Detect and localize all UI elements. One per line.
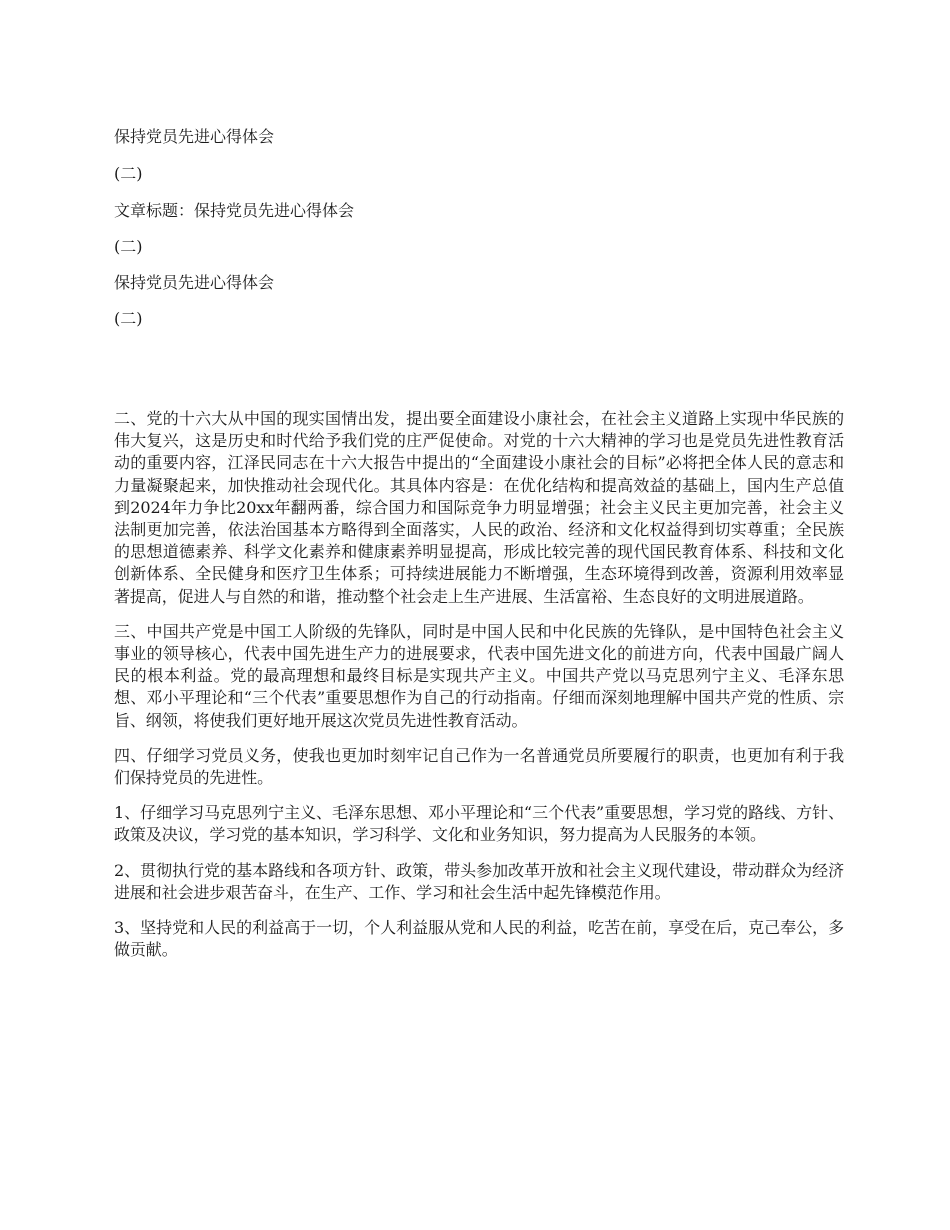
header-part-number: (二) bbox=[114, 164, 143, 183]
header-part-number: (二) bbox=[114, 237, 143, 256]
header-title-line: 保持党员先进心得体会 bbox=[114, 127, 275, 146]
paragraph-section-three: 三、中国共产党是中国工人阶级的先锋队，同时是中国人民和中化民族的先锋队，是中国特色社会主义事业的领导核心，代表中国先进生产力的进展要求，代表中国先进文化的前进方向，代表中国最广阔人民的根本利益。党的最高理想和最终目标是实现共产主义。中国共产党以马克思列宁主义、毛泽东思想、邓小平理论和“三个代表”重要思想作为自己的行动指南。仔细而深刻地理解中国共产党的性质、宗旨、纲领，将使我们更好地开展这次党员先进性教育活动。 bbox=[114, 621, 844, 730]
paragraph-item-two: 2、贯彻执行党的基本路线和各项方针、政策，带头参加改革开放和社会主义现代建设，带动群众为经济进展和社会进步艰苦奋斗，在生产、工作、学习和社会生活中起先锋模范作用。 bbox=[114, 860, 844, 902]
header-part-number: (二) bbox=[114, 309, 143, 328]
paragraph-section-two: 二、党的十六大从中国的现实国情出发，提出要全面建设小康社会，在社会主义道路上实现中华民族的伟大复兴，这是历史和时代给予我们党的庄严促使命。对党的十六大精神的学习也是党员先进性教育活动的重要内容，江泽民同志在十六大报告中提出的“全面建设小康社会的目标”必将把全体人民的意志和力量凝聚起来，加快推动社会现代化。其具体内容是：在优化结构和提高效益的基础上，国内生产总值到2024年力争比20xx年翻两番，综合国力和国际竞争力明显增强；社会主义民主更加完善，社会主义法制更加完善，依法治国基本方略得到全面落实，人民的政治、经济和文化权益得到切实尊重；全民族的思想道德素养、科学文化素养和健康素养明显提高，形成比较完善的现代国民教育体系、科技和文化创新体系、全民健身和医疗卫生体系；可持续进展能力不断增强，生态环境得到改善，资源利用效率显著提高，促进人与自然的和谐，推动整个社会走上生产进展、生活富裕、生态良好的文明进展道路。 bbox=[114, 409, 844, 606]
header-title-line: 保持党员先进心得体会 bbox=[114, 273, 275, 292]
paragraph-section-four: 四、仔细学习党员义务，使我也更加时刻牢记自己作为一名普通党员所要履行的职责，也更加有利于我们保持党员的先进性。 bbox=[114, 745, 844, 788]
paragraph-item-one: 1、仔细学习马克思列宁主义、毛泽东思想、邓小平理论和“三个代表”重要思想，学习党的路线、方针、政策及决议，学习党的基本知识，学习科学、文化和业务知识，努力提高为人民服务的本领。 bbox=[114, 803, 844, 845]
header-article-title-line: 文章标题：保持党员先进心得体会 bbox=[114, 201, 355, 220]
paragraph-item-three: 3、坚持党和人民的利益高于一切，个人利益服从党和人民的利益，吃苦在前，享受在后，克己奉公，多做贡献。 bbox=[114, 918, 844, 960]
document-body bbox=[114, 408, 844, 974]
